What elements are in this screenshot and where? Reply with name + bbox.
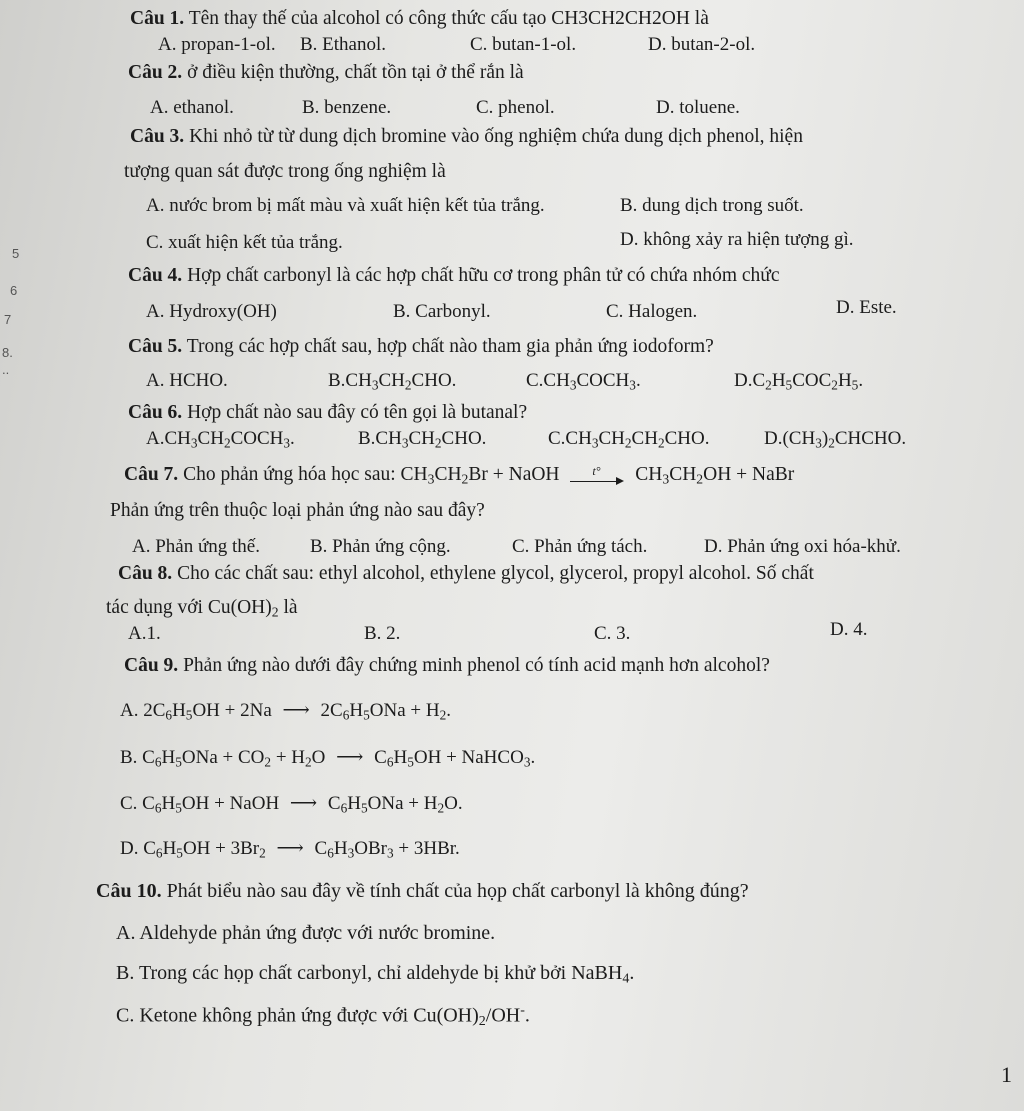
q1-option-d[interactable]: D. butan-2-ol. bbox=[648, 34, 756, 55]
question-1 bbox=[130, 8, 709, 30]
question-label: Câu 7. bbox=[124, 464, 179, 485]
question-3-cont: tượng quan sát được trong ống nghiệm là bbox=[124, 161, 446, 182]
q10-option-b[interactable]: B. Trong các họp chất carbonyl, chỉ aldehyde bị khử bởi NaBH$_4$. bbox=[116, 962, 635, 987]
question-8 bbox=[118, 563, 814, 585]
q7-option-c[interactable]: C. Phản ứng tách. bbox=[512, 536, 648, 557]
q9-option-a[interactable]: A. $2C_6H_5OH + 2Na$ ⟶ $2C_6H_5ONa + H_2$. bbox=[120, 700, 451, 723]
q1-option-c[interactable]: C. butan-1-ol. bbox=[470, 34, 577, 55]
q7-option-d[interactable]: D. Phản ứng oxi hóa-khử. bbox=[704, 536, 901, 557]
q4-option-c[interactable]: C. Halogen. bbox=[606, 301, 698, 322]
q5-option-d[interactable]: $D.C_2H_5COC_2H_5$. bbox=[734, 370, 864, 393]
q4-option-a[interactable]: A. Hydroxy(OH) bbox=[146, 301, 277, 322]
q3-option-d[interactable]: D. không xảy ra hiện tượng gì. bbox=[620, 229, 854, 250]
margin-number: 6 bbox=[10, 283, 18, 298]
question-label: Câu 6. bbox=[128, 402, 183, 423]
q4-option-b[interactable]: B. Carbonyl. bbox=[393, 301, 491, 322]
question-6 bbox=[128, 402, 527, 424]
reaction-condition: t° bbox=[592, 463, 601, 478]
question-label: Câu 8. bbox=[118, 563, 173, 584]
margin-number: 7 bbox=[4, 312, 12, 327]
question-10 bbox=[96, 880, 749, 902]
q8-option-d[interactable]: D. 4. bbox=[830, 619, 868, 640]
q10-option-a[interactable]: A. Aldehyde phản ứng được với nước bromine. bbox=[116, 922, 496, 944]
question-text: Trong các hợp chất sau, hợp chất nào tham gia phản ứng iodoform? bbox=[186, 336, 714, 357]
question-label: Câu 3. bbox=[130, 126, 185, 147]
equation: $CH_3CH_2Br$ + NaOH t° $CH_3CH_2OH$ + NaBr bbox=[401, 464, 795, 485]
q3-option-a[interactable]: A. nước brom bị mất màu và xuất hiện kết tủa trắng. bbox=[146, 195, 545, 216]
question-text: Cho các chất sau: ethyl alcohol, ethylene glycol, glycerol, propyl alcohol. Số chất bbox=[177, 563, 814, 584]
q2-option-d[interactable]: D. toluene. bbox=[656, 97, 740, 118]
question-5 bbox=[128, 336, 714, 358]
question-9 bbox=[124, 655, 770, 677]
q5-option-a[interactable]: A. HCHO. bbox=[146, 370, 228, 391]
question-3 bbox=[130, 126, 803, 148]
q6-option-b[interactable]: $B.CH_3CH_2CHO$. bbox=[358, 428, 487, 451]
question-text: ở điều kiện thường, chất tồn tại ở thể rắn là bbox=[187, 62, 524, 83]
question-text: Khi nhỏ từ từ dung dịch bromine vào ống nghiệm chứa dung dịch phenol, hiện bbox=[189, 126, 803, 147]
page-number: 1 bbox=[1001, 1062, 1012, 1087]
q7-option-b[interactable]: B. Phản ứng cộng. bbox=[310, 536, 451, 557]
q1-option-b[interactable]: B. Ethanol. bbox=[300, 34, 387, 55]
question-text: Cho phản ứng hóa học sau: bbox=[183, 464, 396, 485]
q6-option-a[interactable]: $A.CH_3CH_2COCH_3$. bbox=[146, 428, 295, 451]
question-text: Hợp chất nào sau đây có tên gọi là butanal? bbox=[187, 402, 528, 423]
q5-option-b[interactable]: $B.CH_3CH_2CHO$. bbox=[328, 370, 457, 393]
q3-option-b[interactable]: B. dung dịch trong suốt. bbox=[620, 195, 804, 216]
q4-option-d[interactable]: D. Este. bbox=[836, 297, 897, 318]
question-7-cont: Phản ứng trên thuộc loại phản ứng nào sau đây? bbox=[110, 500, 485, 521]
q7-option-a[interactable]: A. Phản ứng thế. bbox=[132, 536, 260, 557]
question-label: Câu 4. bbox=[128, 265, 183, 286]
question-text: Hợp chất carbonyl là các hợp chất hữu cơ trong phân tử có chứa nhóm chức bbox=[187, 265, 780, 286]
question-text: Phản ứng nào dưới đây chứng minh phenol có tính acid mạnh hơn alcohol? bbox=[183, 655, 770, 676]
q6-option-c[interactable]: $C.CH_3CH_2CH_2CHO$. bbox=[548, 428, 710, 451]
q3-option-c[interactable]: C. xuất hiện kết tủa trắng. bbox=[146, 232, 343, 253]
question-text: Phát biểu nào sau đây về tính chất của họp chất carbonyl là không đúng? bbox=[166, 880, 749, 902]
question-text: Tên thay thế của alcohol có công thức cấu tạo CH3CH2CH2OH là bbox=[188, 8, 709, 29]
q9-option-d[interactable]: D. $C_6H_5OH + 3Br_2$ ⟶ $C_6H_3OBr_3 + 3HBr$. bbox=[120, 838, 460, 861]
margin-number: 8. bbox=[2, 345, 13, 360]
q2-option-b[interactable]: B. benzene. bbox=[302, 97, 392, 118]
question-7 bbox=[124, 464, 794, 486]
margin-number: .. bbox=[2, 362, 10, 377]
question-label: Câu 2. bbox=[128, 62, 183, 83]
margin-number: 5 bbox=[12, 246, 20, 261]
question-8-cont: tác dụng với $Cu(OH)_2$ là bbox=[106, 597, 298, 620]
q6-option-d[interactable]: $D.(CH_3)_2CHCHO$. bbox=[764, 428, 907, 451]
question-label: Câu 5. bbox=[128, 336, 183, 357]
q8-option-a[interactable]: A.1. bbox=[128, 623, 161, 644]
q8-option-b[interactable]: B. 2. bbox=[364, 623, 401, 644]
question-label: Câu 10. bbox=[96, 880, 162, 902]
question-2 bbox=[128, 62, 524, 84]
q2-option-a[interactable]: A. ethanol. bbox=[150, 97, 234, 118]
q1-option-a[interactable]: A. propan-1-ol. bbox=[158, 34, 276, 55]
q9-option-b[interactable]: B. $C_6H_5ONa + CO_2 + H_2O$ ⟶ $C_6H_5OH$ + NaHCO$_3$. bbox=[120, 747, 536, 770]
q5-option-c[interactable]: $C.CH_3COCH_3$. bbox=[526, 370, 641, 393]
q2-option-c[interactable]: C. phenol. bbox=[476, 97, 555, 118]
question-4 bbox=[128, 265, 780, 287]
q8-option-c[interactable]: C. 3. bbox=[594, 623, 631, 644]
q10-option-c[interactable]: C. Ketone không phản ứng được với $Cu(OH)_2/OH^-$. bbox=[116, 1003, 530, 1030]
question-label: Câu 9. bbox=[124, 655, 179, 676]
q9-option-c[interactable]: C. $C_6H_5OH$ + NaOH ⟶ $C_6H_5ONa + H_2O$. bbox=[120, 793, 463, 816]
question-label: Câu 1. bbox=[130, 8, 185, 29]
